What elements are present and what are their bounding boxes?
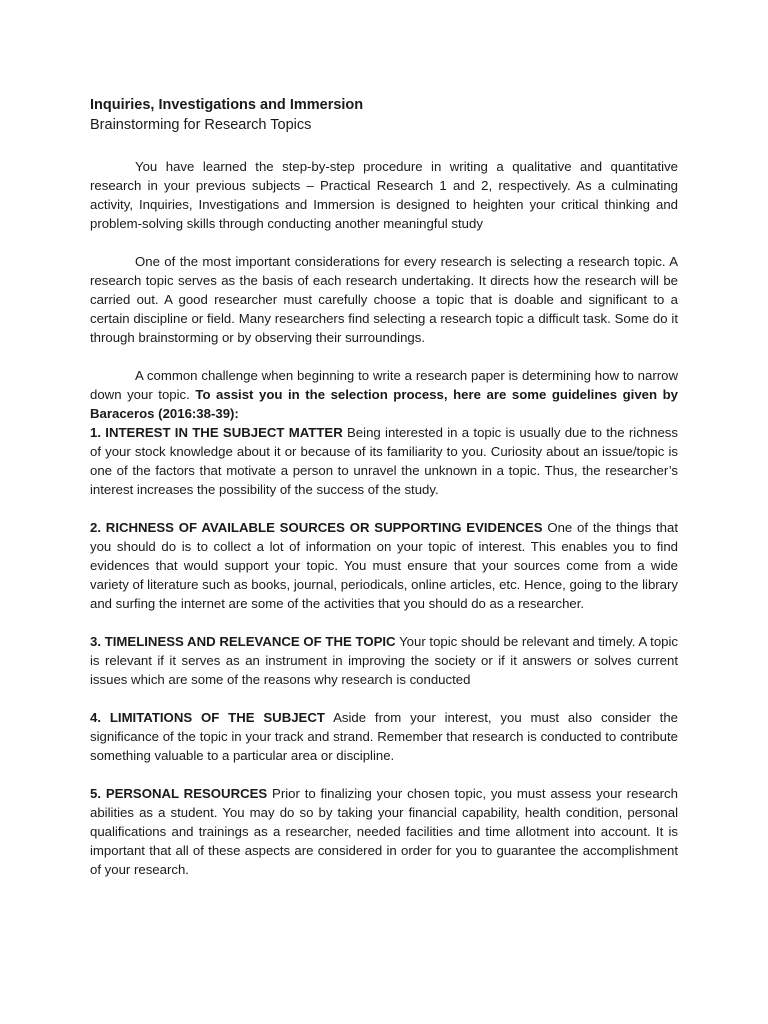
- guideline-2-heading: 2. RICHNESS OF AVAILABLE SOURCES OR SUPPORTING EVIDENCES: [90, 520, 543, 535]
- guideline-4-heading: 4. LIMITATIONS OF THE SUBJECT: [90, 710, 325, 725]
- intro-paragraph-3-bold: To assist you in the selection process, here are some guidelines given by Baraceros (2016:38-39):: [90, 387, 679, 421]
- intro-paragraph-1: You have learned the step-by-step procedure in writing a qualitative and quantitative research in your previous subjects – Practical Research 1 and 2, respectively. As a culminating activity, Inquiries, Investigations and Immersion is designed to heighten your critical thinking and problem-solving skills through conducting another meaningful study: [90, 159, 678, 231]
- guideline-1: [90, 423, 678, 499]
- paragraph-gap: [90, 347, 678, 366]
- document-title: Inquiries, Investigations and Immersion: [90, 97, 364, 113]
- guideline-2-text: One of the things that you should do is to collect a lot of information on your topic of interest. This enables you to find evidences that would support your topic. You must ensure that your sources come from a wide variety of literature such as books, journal, periodicals, online articles, etc. Hence, going to the library and surfing the internet are some of the activities that you should do as a researcher.: [90, 520, 678, 611]
- intro-paragraph-3-text: A common challenge when beginning to write a research paper is determining how to narrow down your topic.: [90, 368, 678, 402]
- guideline-4-text: Aside from your interest, you must also consider the significance of the topic in your track and strand. Remember that research is conducted to contribute something valuable to a particular area or discipline.: [90, 710, 679, 763]
- guideline-5-heading: 5. PERSONAL RESOURCES: [90, 786, 268, 801]
- guideline-3-text: Your topic should be relevant and timely. A topic is relevant if it serves as an instrument in improving the society or if it answers or solves current issues which are some of the reasons why research is conducted: [90, 634, 679, 687]
- guideline-2: [90, 518, 678, 613]
- paragraph-gap: [90, 689, 678, 708]
- document-subtitle: Brainstorming for Research Topics: [90, 117, 312, 133]
- guideline-1-heading: 1. INTEREST IN THE SUBJECT MATTER: [90, 425, 343, 440]
- paragraph-gap: [90, 499, 678, 518]
- intro-paragraph-3: [90, 366, 678, 423]
- guideline-5: [90, 784, 678, 879]
- paragraph-gap: [90, 613, 678, 632]
- guideline-4: [90, 708, 678, 765]
- paragraph-gap: [90, 765, 678, 784]
- paragraph-gap: [90, 233, 678, 252]
- guideline-3: [90, 632, 678, 689]
- guideline-5-text: Prior to finalizing your chosen topic, you must assess your research abilities as a student. You may do so by taking your financial capability, health condition, personal qualifications and trainings as a researcher, needed facilities and time allotment into account. It is important that all of these aspects are considered in order for you to guarantee the accomplishment of your research.: [90, 786, 678, 877]
- guideline-3-heading: 3. TIMELINESS AND RELEVANCE OF THE TOPIC: [90, 634, 396, 649]
- intro-paragraph-2: One of the most important considerations for every research is selecting a research topic. A research topic serves as the basis of each research undertaking. It directs how the research will be carried out. A good researcher must carefully choose a topic that is doable and significant to a certain discipline or field. Many researchers find selecting a research topic a difficult task. Some do it through brainstorming or by observing their surroundings.: [90, 254, 678, 345]
- guideline-1-text: Being interested in a topic is usually due to the richness of your stock knowledge about it or because of its familiarity to you. Curiosity about an issue/topic is one of the factors that motivate a person to unravel the unknown in a topic. Thus, the researcher’s interest increases the possibility of the success of the study.: [90, 425, 678, 497]
